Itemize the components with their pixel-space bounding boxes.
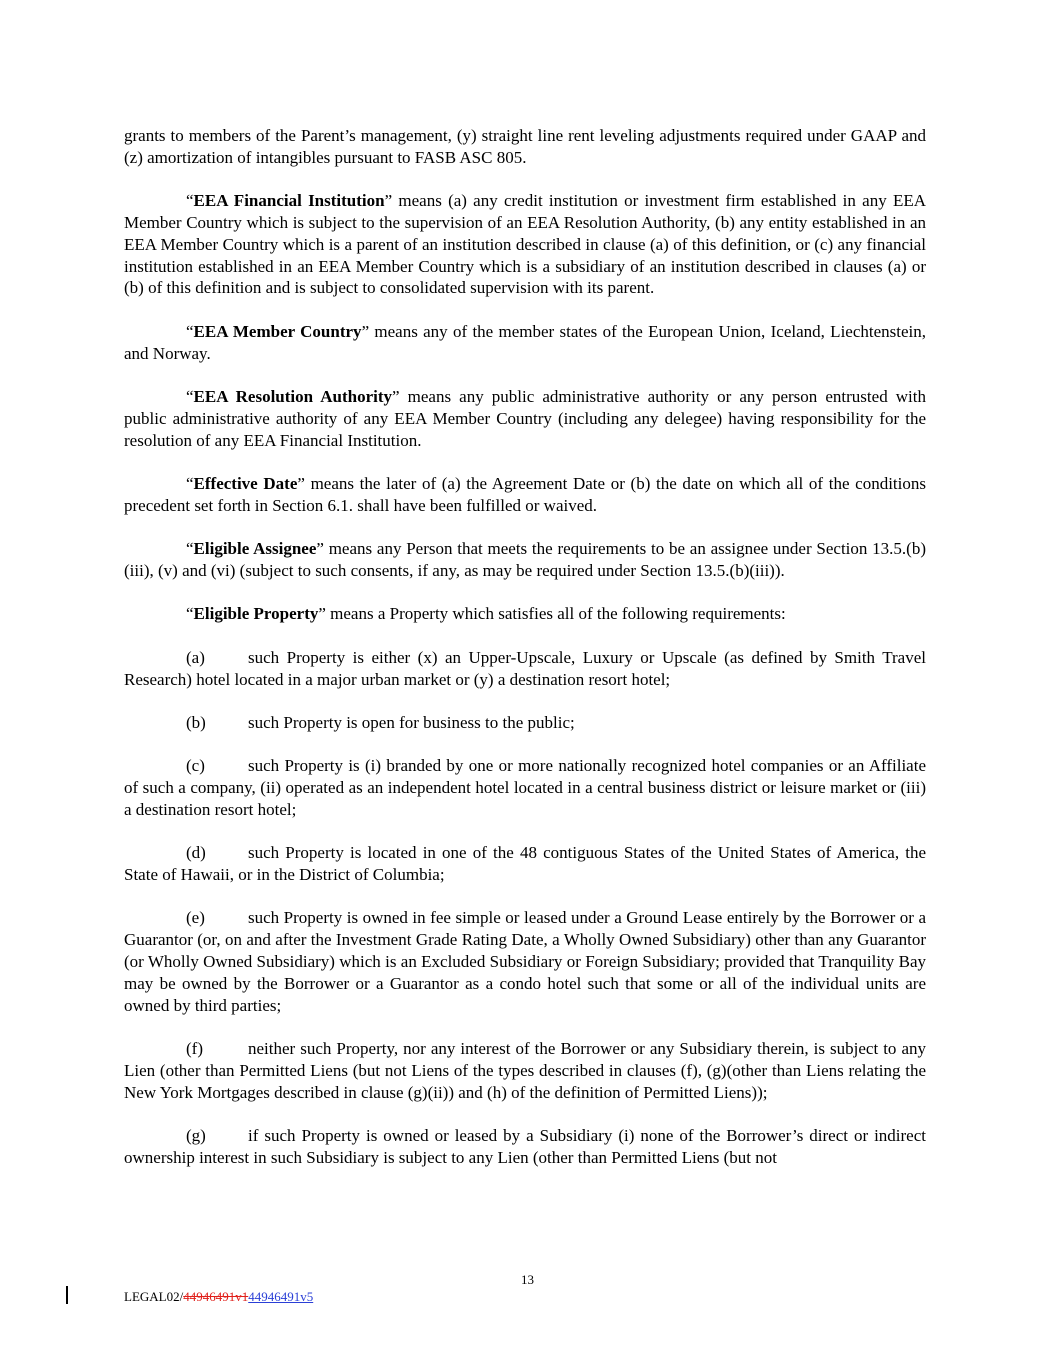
paragraph-text: grants to members of the Parent’s management, (y) straight line rent leveling adjustments required under GAAP and (z) amortization of intangibles pursuant to FASB ASC 805. (124, 126, 926, 167)
clause-f (124, 1038, 926, 1103)
clause-text: if such Property is owned or leased by a Subsidiary (i) none of the Borrower’s direct or indirect ownership interest in such Subsidiary is subject to any Lien (other than Permitted Liens (but not (124, 1126, 926, 1167)
document-footer-id (124, 1289, 313, 1305)
clause-a (124, 647, 926, 691)
open-quote: “ (186, 473, 194, 493)
definition-text: ” means any public administrative authority or any person entrusted with public administrative authority of any EEA Member Country (including any delegee) having responsibility for the resolution of any EEA Financial Institution. (124, 386, 926, 450)
clause-label: (d) (186, 843, 206, 863)
clause-b (124, 712, 926, 734)
open-quote: “ (186, 386, 194, 406)
inserted-version: 44946491v5 (248, 1289, 314, 1304)
definition-eea-financial-institution (124, 190, 926, 299)
revision-change-bar (66, 1286, 68, 1304)
clause-text: such Property is located in one of the 48 contiguous States of the United States of America, the State of Hawaii, or in the District of Columbia; (124, 843, 926, 885)
defined-term: Eligible Assignee (193, 539, 317, 559)
footer-prefix: LEGAL02/ (124, 1289, 184, 1304)
clause-label: (c) (186, 756, 205, 776)
open-quote: “ (186, 604, 194, 624)
definition-text: ” means a Property which satisfies all of the following requirements: (318, 604, 786, 624)
definition-effective-date (124, 473, 926, 517)
clause-text: such Property is owned in fee simple or leased under a Ground Lease entirely by the Borrower or a Guarantor (or, on and after the Investment Grade Rating Date, a Wholly Owned Subsidiary) other than any Guarantor (or Wholly Owned Subsidiary) which is an Excluded Subsidiary or Foreign Subsidiary; provided that Tranquility Bay may be owned by the Borrower or a Guarantor as a condo hotel such that some or all of the individual units are owned by third parties; (124, 908, 926, 1015)
open-quote: “ (186, 539, 194, 559)
definition-eea-member-country (124, 321, 926, 365)
defined-term: EEA Member Country (193, 321, 362, 341)
definition-eea-resolution-authority (124, 386, 926, 451)
clause-label: (b) (186, 712, 206, 732)
paragraph-continuation (124, 125, 926, 169)
clause-e (124, 907, 926, 1016)
clause-label: (f) (186, 1039, 203, 1059)
defined-term: EEA Financial Institution (193, 191, 385, 211)
deleted-version: 44946491v1 (183, 1289, 249, 1304)
clause-label: (g) (186, 1126, 206, 1146)
clause-text: such Property is open for business to the public; (248, 712, 575, 732)
definition-eligible-assignee (124, 538, 926, 582)
definition-eligible-property (124, 603, 926, 625)
defined-term: Eligible Property (193, 604, 319, 624)
definition-text: ” means the later of (a) the Agreement Date or (b) the date on which all of the conditions precedent set forth in Section 6.1. shall have been fulfilled or waived. (124, 473, 926, 515)
clause-c (124, 755, 926, 820)
clause-text: neither such Property, nor any interest of the Borrower or any Subsidiary therein, is subject to any Lien (other than Permitted Liens (but not Liens of the types described in clauses (f), (g)(other than Liens relating the New York Mortgages described in clause (g)(ii)) and (h) of the definition of Permitted Liens)); (124, 1039, 926, 1102)
clause-text: such Property is (i) branded by one or more nationally recognized hotel companies or an Affiliate of such a company, (ii) operated as an independent hotel located in a central business district or leisure market or (iii) a destination resort hotel; (124, 756, 926, 819)
definition-text: ” means (a) any credit institution or investment firm established in any EEA Member Country which is subject to the supervision of an EEA Resolution Authority, (b) any entity established in an EEA Member Country which is a parent of an institution described in clause (a) of this definition, or (c) any financial institution established in an EEA Member Country which is a subsidiary of an institution described in clauses (a) or (b) of this definition and is subject to consolidated supervision with its parent. (124, 191, 926, 298)
open-quote: “ (186, 321, 194, 341)
open-quote: “ (186, 191, 194, 211)
clause-d (124, 842, 926, 886)
definition-text: ” means any Person that meets the requirements to be an assignee under Section 13.5.(b)(iii), (v) and (vi) (subject to such consents, if any, as may be required under Section 13.5.(b)(iii)). (124, 539, 926, 580)
clause-label: (a) (186, 647, 205, 667)
defined-term: EEA Resolution Authority (193, 386, 393, 406)
clause-text: such Property is either (x) an Upper-Upscale, Luxury or Upscale (as defined by Smith Travel Research) hotel located in a major urban market or (y) a destination resort hotel; (124, 647, 926, 689)
defined-term: Effective Date (193, 473, 298, 493)
definition-text: ” means any of the member states of the European Union, Iceland, Liechtenstein, and Norway. (124, 321, 927, 363)
clause-g (124, 1125, 926, 1169)
document-body (124, 125, 926, 1190)
page-number: 13 (521, 1272, 534, 1287)
clause-label: (e) (186, 908, 205, 928)
